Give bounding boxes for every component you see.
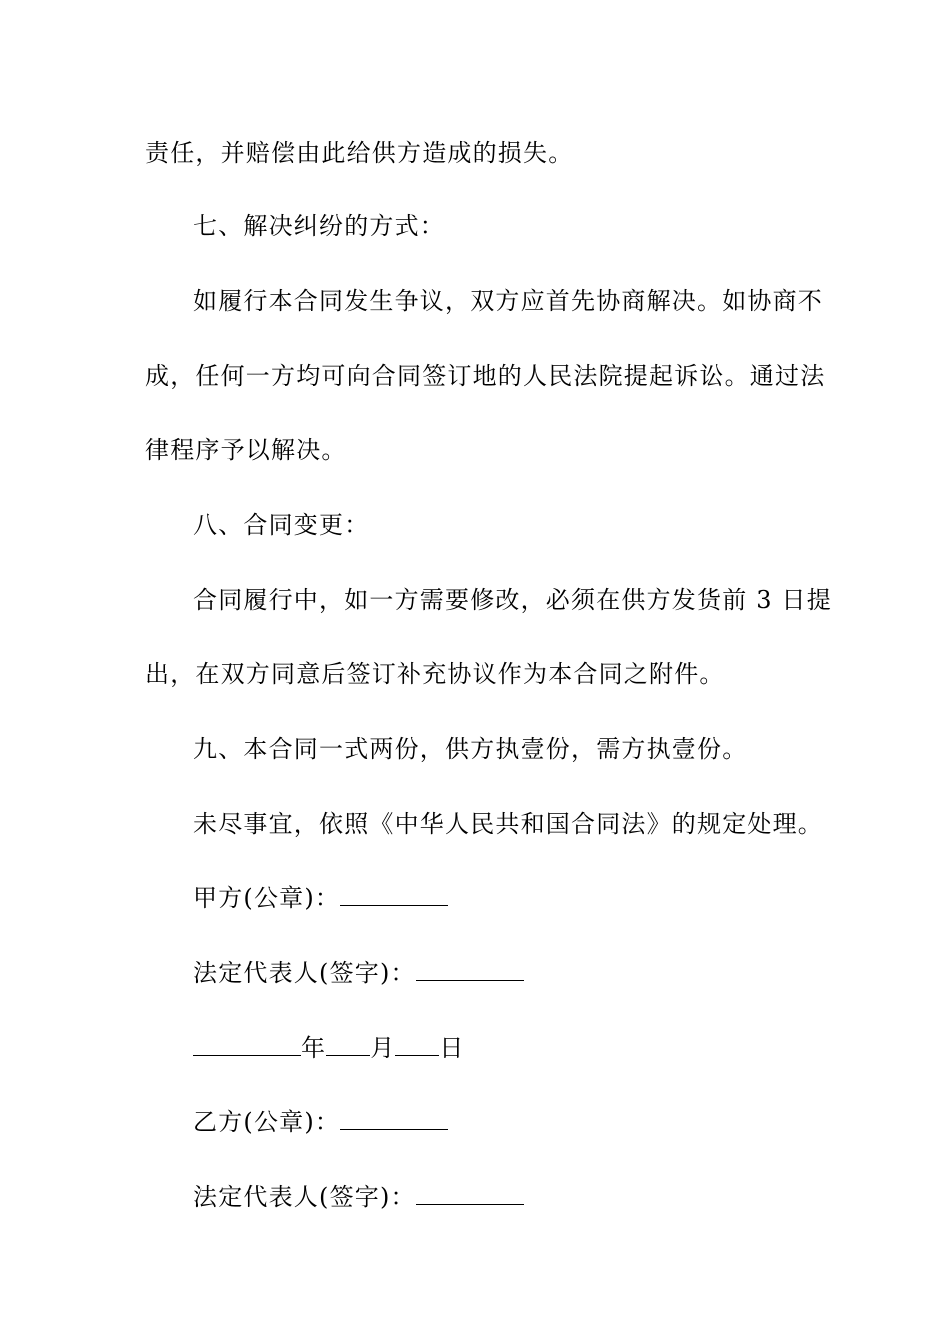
date-year-label: 年 bbox=[301, 1034, 327, 1062]
party-b-representative-blank[interactable] bbox=[416, 1182, 524, 1205]
section-heading-seven: 七、解决纠纷的方式： bbox=[193, 212, 445, 240]
paragraph-unresolved-matters: 未尽事宜，依照《中华人民共和国合同法》的规定处理。 bbox=[193, 810, 823, 838]
party-a-representative-row bbox=[145, 958, 858, 988]
party-b-representative-label: 法定代表人(签字)： bbox=[193, 1183, 416, 1211]
date-month-blank[interactable] bbox=[326, 1033, 370, 1056]
party-b-representative-row bbox=[145, 1182, 858, 1212]
party-a-representative-blank[interactable] bbox=[416, 958, 524, 981]
section-heading-nine: 九、本合同一式两份，供方执壹份，需方执壹份。 bbox=[193, 735, 748, 763]
party-a-seal-blank[interactable] bbox=[340, 883, 448, 906]
date-month-label: 月 bbox=[370, 1034, 396, 1062]
party-b-seal-label: 乙方(公章)： bbox=[193, 1108, 341, 1136]
paragraph-dispute-line-2: 成，任何一方均可向合同签订地的人民法院提起诉讼。通过法 bbox=[145, 362, 826, 390]
paragraph-change-line-2: 出，在双方同意后签订补充协议作为本合同之附件。 bbox=[145, 660, 725, 688]
date-year-blank[interactable] bbox=[193, 1033, 301, 1056]
date-day-blank[interactable] bbox=[395, 1033, 439, 1056]
party-a-seal-label: 甲方(公章)： bbox=[193, 884, 341, 912]
paragraph-dispute-line-3: 律程序予以解决。 bbox=[145, 436, 347, 464]
party-b-seal-row bbox=[145, 1107, 858, 1137]
date-day-label: 日 bbox=[439, 1034, 465, 1062]
party-a-representative-label: 法定代表人(签字)： bbox=[193, 959, 416, 987]
party-a-seal-row bbox=[145, 883, 858, 913]
section-heading-eight: 八、合同变更： bbox=[193, 511, 370, 539]
paragraph-change-line-1: 合同履行中，如一方需要修改，必须在供方发货前 3 日提 bbox=[193, 586, 832, 614]
party-b-seal-blank[interactable] bbox=[340, 1107, 448, 1130]
paragraph-dispute-line-1: 如履行本合同发生争议，双方应首先协商解决。如协商不 bbox=[193, 287, 823, 315]
date-row bbox=[145, 1033, 858, 1063]
paragraph-line-continuation: 责任，并赔偿由此给供方造成的损失。 bbox=[145, 139, 574, 167]
